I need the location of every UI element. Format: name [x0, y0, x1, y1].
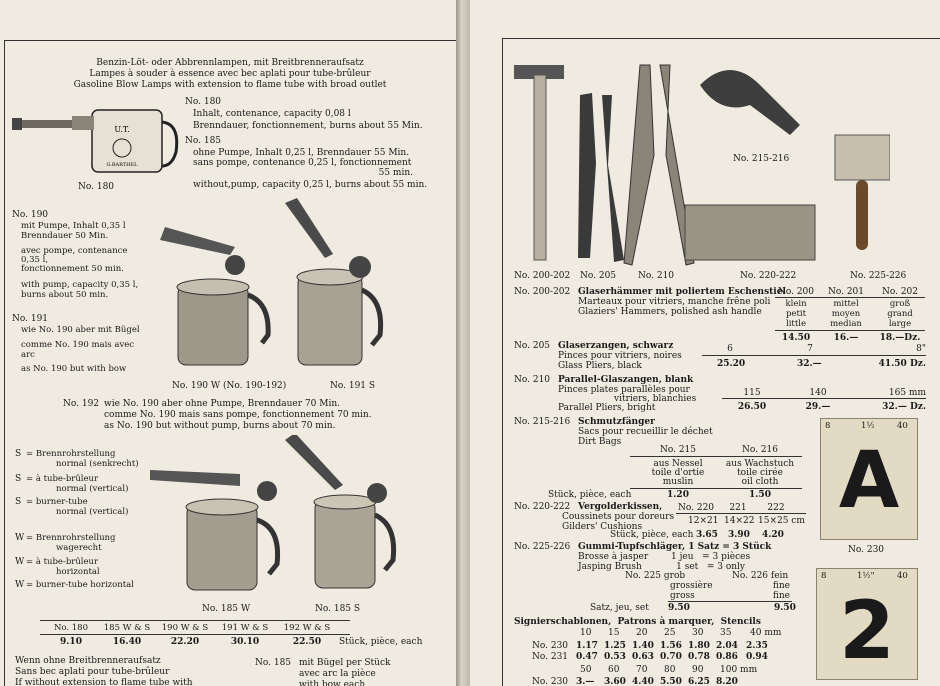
bags-mat-1a: aus Wachstuch — [725, 459, 795, 469]
no190-line-4: avec pompe, contenance — [21, 246, 128, 256]
legend-key-4: W — [15, 533, 25, 543]
tool-cap-210: No. 210 — [638, 271, 675, 281]
legend-key-5: W — [15, 557, 25, 567]
stencil-size-2: 70 — [636, 665, 648, 675]
stencil-size-2: 60 — [608, 665, 620, 675]
p210-line-1: Parallel-Glaszangen, blank — [558, 375, 694, 385]
lamp-logo-ut: U.T. — [114, 125, 130, 134]
stencil-size-1: 30 — [692, 628, 704, 638]
p205-size-7: 7 — [807, 344, 813, 354]
brushes-line-3: Jasping Brush 1 set = 3 only — [578, 562, 746, 572]
hammer-price-202: 18.—Dz. — [879, 333, 921, 343]
ill-label-230: No. 230 — [848, 545, 885, 555]
book-gutter — [456, 0, 470, 686]
cushions-price-222: 4.20 — [762, 530, 784, 540]
no192-line-1: wie No. 190 aber ohne Pumpe, Brenndauer 70 Min. — [104, 399, 340, 409]
legend-key-1: S — [15, 449, 22, 459]
cushions-line-3: Gilders' Cushions — [562, 522, 643, 532]
cushions-size-222: 15×25 cm — [758, 516, 805, 526]
cushions-col-221: 221 — [729, 503, 747, 513]
p210-no: No. 210 — [514, 375, 551, 385]
stencil-price: 0.53 — [604, 652, 626, 662]
stencil-2-illustration — [816, 568, 918, 680]
legend-4-a: = Brennrohrstellung — [26, 533, 116, 543]
hammer-rule-2 — [775, 330, 925, 331]
hammer-size-2a: groß — [889, 299, 911, 309]
header-en: Gasoline Blow Lamps with extension to flame tube with broad outlet — [73, 80, 387, 90]
bags-line-2: Sacs pour recueillir le déchet — [578, 427, 713, 437]
hammer-rule — [775, 297, 925, 298]
no190-line-5: 0,35 l, — [21, 255, 49, 265]
price-header-192: 192 W & S — [283, 623, 331, 633]
cushions-line-1: Vergolderkissen, — [578, 502, 663, 512]
p205-size-8: 8" — [916, 344, 926, 354]
legend-1-b: normal (senkrecht) — [56, 459, 139, 469]
bags-mat-0b: toile d'ortie — [651, 468, 705, 478]
lamps-190-191-illustration — [150, 195, 390, 375]
bags-line-3: Dirt Bags — [578, 437, 622, 447]
hammer-no: No. 200-202 — [514, 287, 571, 297]
footer-no185: No. 185 — [255, 658, 292, 668]
header-fr: Lampes à souder à essence avec bec aplati pour tube-brûleur — [89, 69, 371, 79]
no191-line-1: wie No. 190 aber mit Bügel — [21, 325, 140, 335]
no190-line-8: with pump, capacity 0,35 l, — [21, 280, 139, 290]
p205-rule — [702, 355, 926, 356]
brushes-no: No. 225-226 — [514, 542, 571, 552]
price-header-190: 190 W & S — [161, 623, 209, 633]
stencil-price: 6.25 — [688, 677, 710, 686]
cushions-rule — [676, 513, 806, 514]
no185-line-1: ohne Pumpe, Inhalt 0,25 l, Brenndauer 55 Min. — [193, 148, 410, 158]
hammer-size-0a: klein — [785, 299, 807, 309]
no190-label: No. 190 — [12, 210, 49, 220]
p210-price-115: 26.50 — [737, 402, 767, 412]
legend-4-b: wagerecht — [56, 543, 102, 553]
p205-price-8: 41.50 Dz. — [878, 359, 926, 369]
p210-price-140: 29.— — [805, 402, 831, 412]
price-header-191: 191 W & S — [221, 623, 269, 633]
p210-price-165: 32.— Dz. — [882, 402, 926, 412]
stencil-row-label: No. 230 — [532, 641, 569, 651]
cushions-line-2: Coussinets pour doreurs — [562, 512, 675, 522]
p205-line-1: Glaserzangen, schwarz — [558, 341, 674, 351]
stencil-price: 1.80 — [688, 641, 710, 651]
no191-line-6: as No. 190 but with bow — [21, 364, 127, 374]
hammer-size-2c: large — [888, 319, 912, 329]
stencil-a-num: 8 — [825, 421, 831, 431]
legend-2-a: = à tube-brûleur — [26, 474, 99, 484]
bags-mat-1c: oil cloth — [741, 477, 779, 487]
legend-6-a: = burner-tube horizontal — [26, 580, 134, 590]
stencil-size-2: 80 — [664, 665, 676, 675]
bags-unit: Stück, pièce, each — [548, 490, 632, 500]
stencil-size-2: 90 — [692, 665, 704, 675]
brushes-225-b: grossière — [670, 581, 713, 591]
caption-190w: No. 190 W (No. 190-192) — [172, 381, 287, 391]
bags-col-216: No. 216 — [741, 445, 779, 455]
bags-price-215: 1.20 — [667, 490, 689, 500]
bags-no: No. 215-216 — [514, 417, 571, 427]
bags-rule — [630, 456, 802, 457]
lamp-180-illustration — [12, 102, 182, 184]
bags-mat-0c: muslin — [662, 477, 694, 487]
legend-2-b: normal (vertical) — [56, 484, 129, 494]
no191-label: No. 191 — [12, 314, 49, 324]
bags-rule-2 — [630, 488, 802, 489]
stencil-size-1: 25 — [664, 628, 676, 638]
legend-3-a: = burner-tube — [26, 497, 88, 507]
no180-line-2: Brenndauer, fonctionnement, burns about 55 Min. — [193, 121, 423, 131]
brushes-line-1: Gummi-Tupfschläger, 1 Satz = 3 Stück — [578, 542, 772, 552]
price-190: 22.20 — [170, 637, 200, 647]
brushes-price-225: 9.50 — [668, 603, 690, 613]
no190-line-9: burns about 50 min. — [21, 290, 109, 300]
p210-line-3: vitriers, blanchies — [614, 394, 697, 404]
stencil-size-1: 10 — [580, 628, 592, 638]
no192-line-2: comme No. 190 mais sans pompe, fonctionnement 70 min. — [104, 410, 372, 420]
lamps-185-illustration — [145, 435, 405, 600]
no191-line-3: comme No. 190 mais avec — [21, 340, 135, 350]
stencil-price: 5.50 — [660, 677, 682, 686]
stencil-row-label: No. 230 — [532, 677, 569, 686]
caption-no180: No. 180 — [78, 182, 115, 192]
stencil-2-glyph: 2 — [839, 584, 895, 677]
cushions-size-221: 14×22 — [724, 516, 755, 526]
hammer-line-1: Glaserhämmer mit poliertem Eschenstiel — [578, 287, 786, 297]
hammer-col-200: No. 200 — [777, 287, 815, 297]
brushes-226-c: fine — [772, 591, 790, 601]
brushes-price-226: 9.50 — [774, 603, 796, 613]
stencil-a-illustration — [820, 418, 918, 540]
caption-185s: No. 185 S — [315, 604, 361, 614]
stencil-a-glyph: A — [838, 436, 900, 526]
stencil-a-size: 1½ — [861, 421, 875, 431]
no185-line-4: without,pump, capacity 0,25 l, burns about 55 min. — [193, 180, 428, 190]
bags-price-216: 1.50 — [749, 490, 771, 500]
stencil-price: 0.86 — [716, 652, 738, 662]
stencil-2-num: 8 — [821, 571, 827, 581]
footer-no185-3: with bow each — [299, 680, 366, 686]
stencil-2-count: 40 — [897, 571, 908, 581]
legend-key-3: S — [15, 497, 22, 507]
p210-size-115: 115 — [743, 388, 761, 398]
cushions-price-221: 3.90 — [728, 530, 750, 540]
p210-line-4: Parallel Pliers, bright — [558, 403, 656, 413]
tool-cap-205: No. 205 — [580, 271, 617, 281]
cushions-price-220: 3.65 — [696, 530, 718, 540]
stencil-size-2: 100 mm — [720, 665, 758, 675]
stencil-size-1: 15 — [608, 628, 620, 638]
no190-line-6: fonctionnement 50 min. — [21, 264, 124, 274]
no190-line-1: mit Pumpe, Inhalt 0,35 l — [21, 221, 126, 231]
price-191: 30.10 — [230, 637, 260, 647]
brushes-unit: Satz, jeu, set — [590, 603, 649, 613]
stencils-title: Signierschablonen, Patrons à marquer, Stencils — [514, 617, 761, 627]
legend-key-2: S — [15, 474, 22, 484]
p205-no: No. 205 — [514, 341, 551, 351]
tool-cap-225: No. 225-226 — [850, 271, 907, 281]
hammer-col-202: No. 202 — [881, 287, 919, 297]
p205-price-6: 25.20 — [717, 359, 746, 369]
no185-line-3: 55 min. — [378, 168, 413, 178]
hammer-price-200: 14.50 — [781, 333, 811, 343]
price-180: 9.10 — [60, 637, 82, 647]
stencil-size-2: 50 — [580, 665, 592, 675]
p210-size-165: 165 mm — [888, 388, 926, 398]
stencil-2-size: 1½" — [857, 571, 875, 581]
footer-no185-2: avec arc la pièce — [299, 669, 376, 679]
no190-line-2: Brenndauer 50 Min. — [21, 231, 109, 241]
legend-key-6: W — [15, 580, 25, 590]
stencil-row-label: No. 231 — [532, 652, 569, 662]
brushes-226-b: fine — [772, 581, 790, 591]
stencil-price: 4.40 — [632, 677, 654, 686]
no191-line-4: arc — [21, 350, 35, 360]
caption-185w: No. 185 W — [202, 604, 251, 614]
stencil-price: 2.04 — [716, 641, 738, 651]
lamp-logo-maker: G.BARTHEL — [106, 162, 138, 168]
left-page — [0, 0, 456, 686]
cushions-col-220: No. 220 — [678, 503, 715, 513]
price-table-rule-top — [40, 620, 350, 621]
stencil-price: 1.25 — [604, 641, 626, 651]
no185-line-2: sans pompe, contenance 0,25 l, fonctionnement — [193, 158, 412, 168]
stencil-price: 3.60 — [604, 677, 626, 686]
stencil-size-1: 20 — [636, 628, 648, 638]
caption-191s: No. 191 S — [330, 381, 376, 391]
p205-line-3: Glass Pliers, black — [558, 361, 642, 371]
p210-line-2: Pinces plates parallèles pour — [558, 385, 690, 395]
hammer-size-0c: little — [785, 319, 807, 329]
legend-5-a: = à tube-brûleur — [26, 557, 99, 567]
legend-3-b: normal (vertical) — [56, 507, 129, 517]
bags-col-215: No. 215 — [659, 445, 697, 455]
p205-line-2: Pinces pour vitriers, noires — [558, 351, 682, 361]
stencil-price: 0.78 — [688, 652, 710, 662]
no192-label: No. 192 — [63, 399, 100, 409]
tools-illustration — [510, 55, 890, 270]
price-192: 22.50 — [292, 637, 322, 647]
cushions-col-222: 222 — [767, 503, 785, 513]
brushes-rule — [668, 601, 792, 602]
stencil-price: 1.56 — [660, 641, 682, 651]
cushions-size-220: 12×21 — [688, 516, 719, 526]
hammer-size-1a: mittel — [833, 299, 859, 309]
stencil-price: 1.17 — [576, 641, 598, 651]
footer-no185-1: mit Bügel per Stück — [299, 658, 391, 668]
no180-line-1: Inhalt, contenance, capacity 0,08 l — [193, 109, 351, 119]
tool-cap-200: No. 200-202 — [514, 271, 571, 281]
tool-cap-220: No. 220-222 — [740, 271, 797, 281]
stencil-size-1: 40 mm — [750, 628, 782, 638]
stencil-a-count: 40 — [897, 421, 908, 431]
hammer-price-201: 16.— — [833, 333, 859, 343]
bags-line-1: Schmutzfänger — [578, 417, 655, 427]
ill-label-215: No. 215-216 — [733, 154, 790, 164]
hammer-size-0b: petit — [785, 309, 807, 319]
price-unit: Stück, pièce, each — [339, 637, 423, 647]
footer-line-3: If without extension to flame tube with — [15, 678, 193, 686]
legend-1-a: = Brennrohrstellung — [26, 449, 116, 459]
cushions-no: No. 220-222 — [514, 502, 571, 512]
no192-line-3: as No. 190 but without pump, burns about 70 min. — [104, 421, 336, 431]
stencil-price: 8.20 — [716, 677, 738, 686]
stencil-price: 0.94 — [746, 652, 768, 662]
price-header-180: No. 180 — [53, 623, 89, 633]
p210-size-140: 140 — [809, 388, 827, 398]
stencil-price: 3.— — [576, 677, 595, 686]
price-header-185: 185 W & S — [103, 623, 151, 633]
hammer-line-2: Marteaux pour vitriers, manche frêne poli — [578, 297, 771, 307]
header-de: Benzin-Löt- oder Abbrennlampen, mit Breitbrenneraufsatz — [96, 58, 364, 68]
hammer-size-2b: grand — [887, 309, 913, 319]
stencil-price: 2.35 — [746, 641, 768, 651]
p205-price-7: 32.— — [797, 359, 822, 369]
stencil-price: 0.70 — [660, 652, 682, 662]
footer-line-1: Wenn ohne Breitbrenneraufsatz — [15, 656, 161, 666]
stencil-price: 0.63 — [632, 652, 654, 662]
legend-5-b: horizontal — [56, 567, 100, 577]
price-185: 16.40 — [112, 637, 142, 647]
hammer-col-201: No. 201 — [827, 287, 865, 297]
right-page — [470, 0, 940, 686]
cushions-unit: Stück, pièce, each — [610, 530, 694, 540]
hammer-line-3: Glaziers' Hammers, polished ash handle — [578, 307, 762, 317]
p210-rule — [722, 398, 926, 399]
footer-line-2: Sans bec aplati pour tube-brûleur — [15, 667, 170, 677]
p205-size-6: 6 — [727, 344, 733, 354]
stencil-price: 1.40 — [632, 641, 654, 651]
no180-label: No. 180 — [185, 97, 222, 107]
bags-mat-1b: toile cirée — [737, 468, 783, 478]
brushes-line-2: Brosse à jasper 1 jeu = 3 pièces — [578, 552, 751, 562]
brushes-225-a: No. 225 grob — [625, 571, 686, 581]
brushes-225-c: gross — [670, 591, 695, 601]
price-table-rule-mid — [40, 634, 350, 635]
brushes-226-a: No. 226 fein — [732, 571, 789, 581]
no185-label: No. 185 — [185, 136, 222, 146]
hammer-size-1b: moyen — [831, 309, 861, 319]
stencil-price: 0.47 — [576, 652, 598, 662]
stencil-size-1: 35 — [720, 628, 732, 638]
bags-mat-0a: aus Nessel — [653, 459, 703, 469]
hammer-size-1c: median — [830, 319, 862, 329]
